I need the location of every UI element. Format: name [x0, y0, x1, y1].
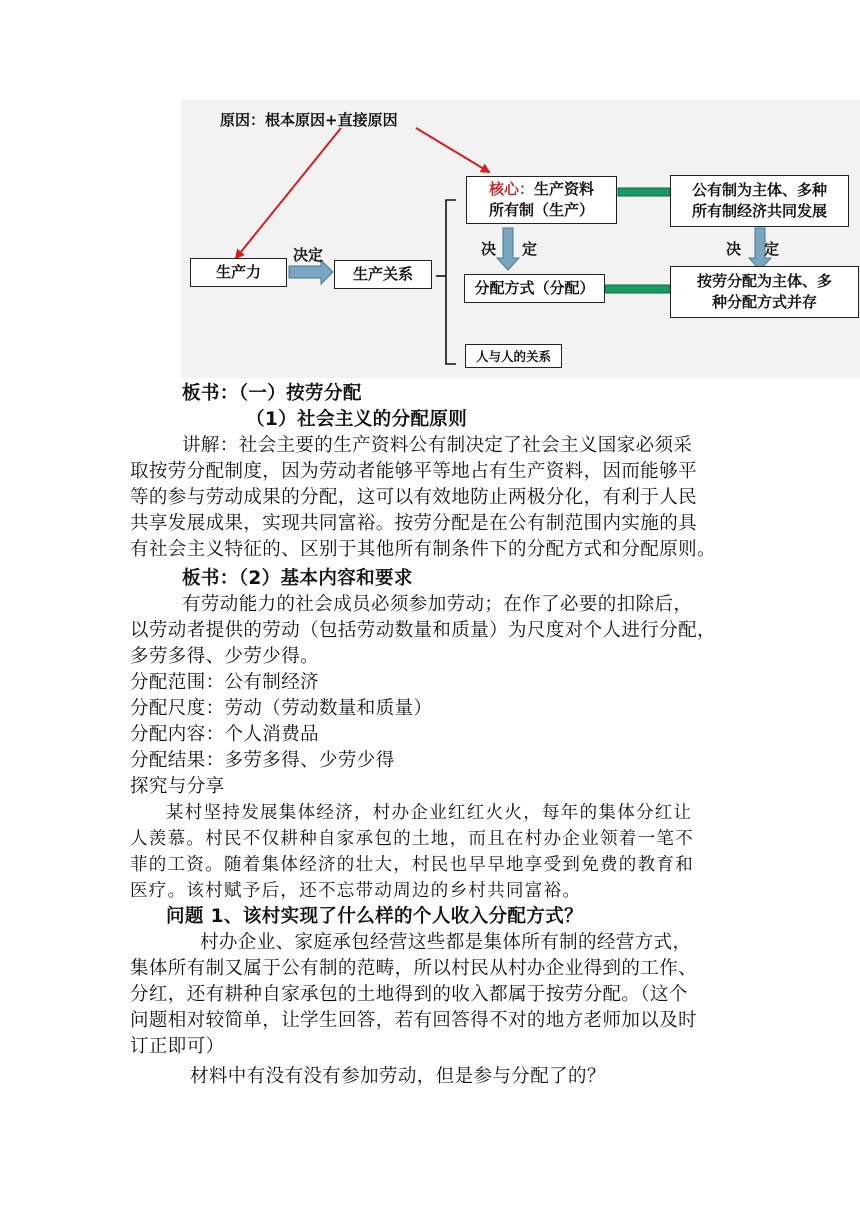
- decide-char-2: 定: [522, 240, 538, 258]
- question-2: 材料中有没有没有参加劳动，但是参与分配了的？: [190, 1066, 606, 1087]
- cause-arrow-left: [236, 128, 341, 258]
- content-line-2: 以劳动者提供的劳动（包括劳动数量和质量）为尺度对个人进行分配，: [130, 620, 716, 641]
- productive-forces-label: 生产力: [215, 263, 261, 281]
- explanation-line-4: 共享发展成果，实现共同富裕。按劳分配是在公有制范围内实施的具: [130, 513, 698, 534]
- decide-char-1: 决: [481, 240, 497, 258]
- decide-char-3: 决: [726, 240, 742, 258]
- case-line-1: 某村坚持发展集体经济，村办企业红红火火，每年的集体分红让: [166, 803, 693, 823]
- relations-of-production-label: 生产关系: [352, 265, 413, 283]
- explore-heading: 探究与分享: [130, 776, 225, 797]
- distribution-measure: 分配尺度：劳动（劳动数量和质量）: [130, 698, 433, 719]
- distribution-system-box: [670, 266, 859, 318]
- distribution-scope: 分配范围：公有制经济: [130, 672, 320, 693]
- core-box: [466, 176, 617, 224]
- ownership-line-1: 公有制为主体、多种: [691, 181, 827, 199]
- core-text-1: 生产资料: [534, 180, 595, 198]
- distribution-method-box: [464, 274, 605, 303]
- people-relations-box: [465, 344, 562, 368]
- diagram-connectors: [181, 100, 860, 378]
- answer-line-3: 分红，还有耕种自家承包的土地得到的收入都属于按劳分配。（这个: [130, 984, 688, 1005]
- explanation-line-1: 讲解：社会主要的生产资料公有制决定了社会主义国家必须采: [182, 435, 693, 456]
- question-1: 问题 1、该村实现了什么样的个人收入分配方式？: [166, 906, 584, 927]
- distribution-method-label: 分配方式（分配）: [474, 279, 595, 297]
- bracket: [446, 200, 456, 364]
- board-subheading-1: （1）社会主义的分配原则: [246, 409, 468, 430]
- content-line-3: 多劳多得、少劳少得。: [130, 646, 320, 667]
- answer-line-2: 集体所有制又属于公有制的范畴，所以村民从村办企业得到的工作、: [130, 958, 698, 979]
- case-line-2: 人羡慕。村民不仅耕种自家承包的土地，而且在村办企业领着一笔不: [130, 829, 694, 849]
- answer-line-5: 订正即可）: [130, 1036, 225, 1057]
- relations-diagram: [181, 100, 860, 378]
- core-label: 核心：: [488, 180, 534, 198]
- distribution-content: 分配内容：个人消费品: [130, 724, 320, 745]
- decide-char-4: 定: [764, 240, 780, 258]
- productive-forces-box: [190, 258, 287, 287]
- decide-down-arrow-1: [497, 228, 519, 270]
- decides-label: 决定: [293, 246, 324, 264]
- green-link-bottom: [605, 285, 670, 293]
- answer-line-1: 村办企业、家庭承包经营这些都是集体所有制的经营方式，: [200, 932, 692, 953]
- explanation-line-2: 取按劳分配制度，因为劳动者能够平等地占有生产资料，因而能够平: [130, 461, 698, 482]
- distribution-line-1: 按劳分配为主体、多: [696, 272, 832, 290]
- explanation-line-5: 有社会主义特征的、区别于其他所有制条件下的分配方式和分配原则。: [130, 539, 716, 560]
- ownership-line-2: 所有制经济共同发展: [691, 202, 827, 220]
- case-line-4: 医疗。该村赋予后，还不忘带动周边的乡村共同富裕。: [130, 881, 582, 901]
- green-link-top: [618, 188, 670, 196]
- core-text-2: 所有制（生产）: [488, 201, 594, 219]
- distribution-result: 分配结果：多劳多得、少劳少得: [130, 750, 395, 771]
- relations-of-production-box: [334, 260, 432, 289]
- case-line-3: 菲的工资。随着集体经济的壮大，村民也早早地享受到免费的教育和: [130, 855, 694, 875]
- explanation-line-3: 等的参与劳动成果的分配，这可以有效地防止两极分化，有利于人民: [130, 487, 698, 508]
- board-heading-2: 板书：（2）基本内容和要求: [182, 568, 413, 589]
- people-relations-label: 人与人的关系: [475, 348, 551, 364]
- board-heading-1: 板书：（一）按劳分配: [182, 383, 362, 404]
- distribution-line-2: 种分配方式并存: [711, 293, 817, 311]
- answer-line-4: 问题相对较简单，让学生回答，若有回答得不对的地方老师加以及时: [130, 1010, 698, 1031]
- cause-arrow-right: [416, 128, 489, 172]
- ownership-box: [670, 175, 849, 227]
- content-line-1: 有劳动能力的社会成员必须参加劳动；在作了必要的扣除后，: [182, 594, 693, 615]
- cause-label: 原因：根本原因+直接原因: [220, 111, 398, 129]
